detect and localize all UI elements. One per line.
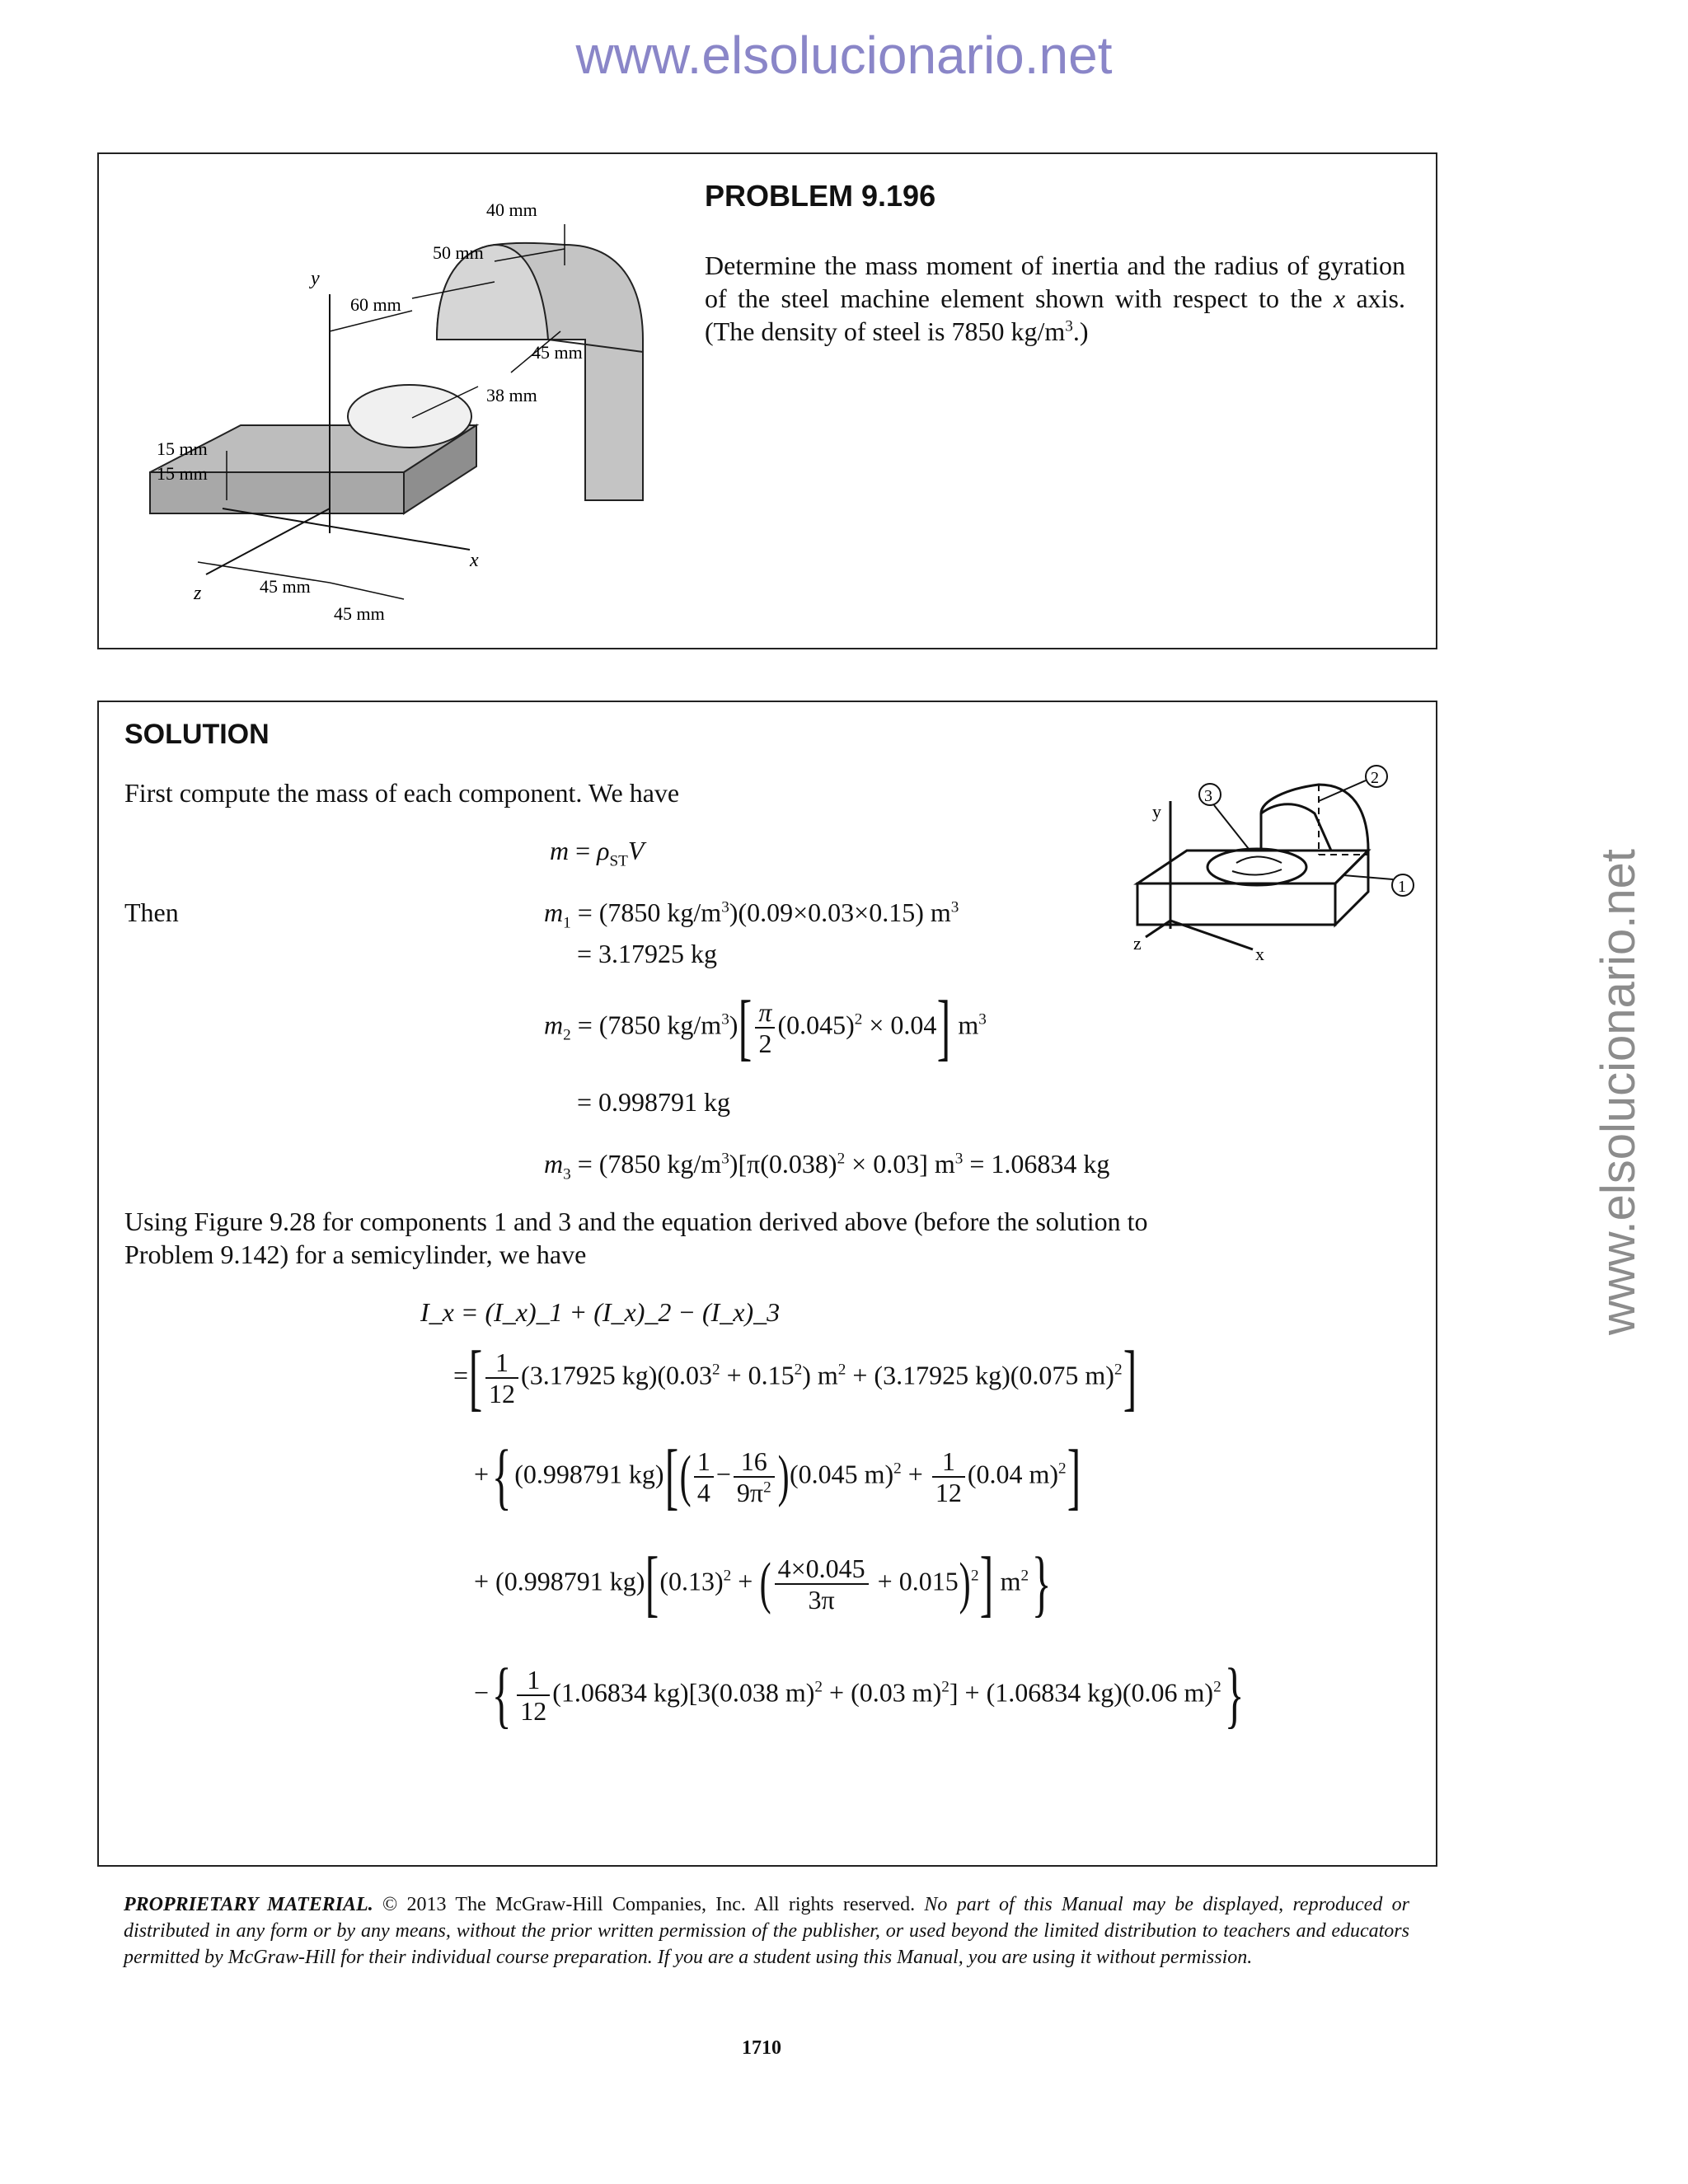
watermark-side: www.elsolucionario.net	[1592, 849, 1645, 1335]
label-45mm-radius: 45 mm	[532, 342, 583, 363]
eq-line2: +{ (0.998791 kg)[( $\frac{1}{4}$ − $\frac{16}{9\pi^2}$ )(0.045 m)$^2$ + $\frac{1}{12}$ (0.04 m)$^2$]	[474, 1436, 1081, 1517]
m2-line1: $m_2 = (7850$ $kg/m^3$)[ $\frac{\pi}{2}$ $(0.045)^2 \times 0.04$] $m^3$	[544, 987, 987, 1068]
eq-line4: −{ $\frac{1}{12}$ (1.06834 kg)[3(0.038 m)$^2$ + (0.03 m)$^2$] + (1.06834 kg)(0.06 m)$^2$}	[474, 1654, 1245, 1736]
fig-x: x	[1255, 944, 1264, 964]
label-15mm-bottom: 15 mm	[157, 463, 208, 484]
label-z: z	[194, 583, 202, 604]
m1-line1: $m_1 = (7850$ $kg/m^3)(0.09\times 0.03\times 0.15)$ $m^3$	[544, 898, 959, 932]
label-45mm-a: 45 mm	[260, 576, 311, 597]
label-45mm-b: 45 mm	[334, 603, 385, 624]
fig-z: z	[1133, 933, 1142, 954]
label-x: x	[470, 550, 479, 571]
watermark-top[interactable]: www.elsolucionario.net	[575, 26, 1113, 85]
then-label: Then	[124, 898, 179, 927]
label-40mm: 40 mm	[486, 199, 537, 220]
solution-intro: First compute the mass of each component. We have	[124, 778, 680, 808]
fig-y: y	[1152, 801, 1161, 822]
using-line1: Using Figure 9.28 for components 1 and 3 and the equation derived above (before the solution to	[124, 1207, 1148, 1236]
m2-line2: = 0.998791 kg	[577, 1087, 731, 1117]
solution-title: SOLUTION	[124, 719, 270, 750]
problem-title: PROBLEM 9.196	[705, 179, 936, 213]
m3-line: $m_3 = (7850$ $kg/m^3)[\pi(0.038)^2 \times 0.03] m^3 = 1.06834$ kg	[544, 1149, 1110, 1183]
solution-figure	[1121, 752, 1418, 991]
fig-num-3: 3	[1204, 787, 1212, 805]
page-number: 1710	[742, 2037, 781, 2059]
solution-box	[97, 701, 1437, 1867]
using-line2: Problem 9.142) for a semicylinder, we have	[124, 1240, 587, 1269]
problem-box	[97, 152, 1437, 649]
ix-line: I_x = (I_x)_1 + (I_x)_2 − (I_x)_3	[420, 1297, 781, 1327]
fig-num-2: 2	[1371, 769, 1379, 787]
fig-num-1: 1	[1398, 878, 1406, 896]
m1-line2: = 3.17925 kg	[577, 939, 718, 968]
eq-line3: + (0.998791 $kg)[(0.13)^2$ + ( $\frac{4\times 0.045}{3\pi}$ + 0.015)$^2$] $m^2$}	[474, 1543, 1052, 1624]
label-60mm: 60 mm	[350, 294, 401, 315]
problem-figure	[99, 154, 692, 649]
problem-text: Determine the mass moment of inertia and the radius of gyration of the steel machine element shown with respect to the x axis. (The density of steel is 7850 $kg/m^3$.)	[705, 251, 1406, 346]
label-15mm-top: 15 mm	[157, 438, 208, 459]
footer-notice: PROPRIETARY MATERIAL. © 2013 The McGraw-Hill Companies, Inc. All rights reserved. No part of this Manual may be displayed, reproduced or distributed in any form or by any means, without the prior written permission of the publisher, or used beyond the limited distribution to teachers and educators permitted by McGraw-Hill for their individual course preparation. If you are a student using this Manual, you are using it without permission.	[124, 1894, 1409, 1968]
label-50mm: 50 mm	[433, 242, 484, 263]
label-38mm: 38 mm	[486, 385, 537, 405]
m-equation: $m = \rho_{ST}V$	[550, 836, 645, 870]
eq-line1: =[ $\frac{1}{12}$ (3.17925 $kg)(0.03^2 + 0.15^2)$ $m^2 + (3.17925$ kg)(0.075 m)$^2$]	[453, 1337, 1137, 1418]
label-y: y	[311, 268, 320, 289]
